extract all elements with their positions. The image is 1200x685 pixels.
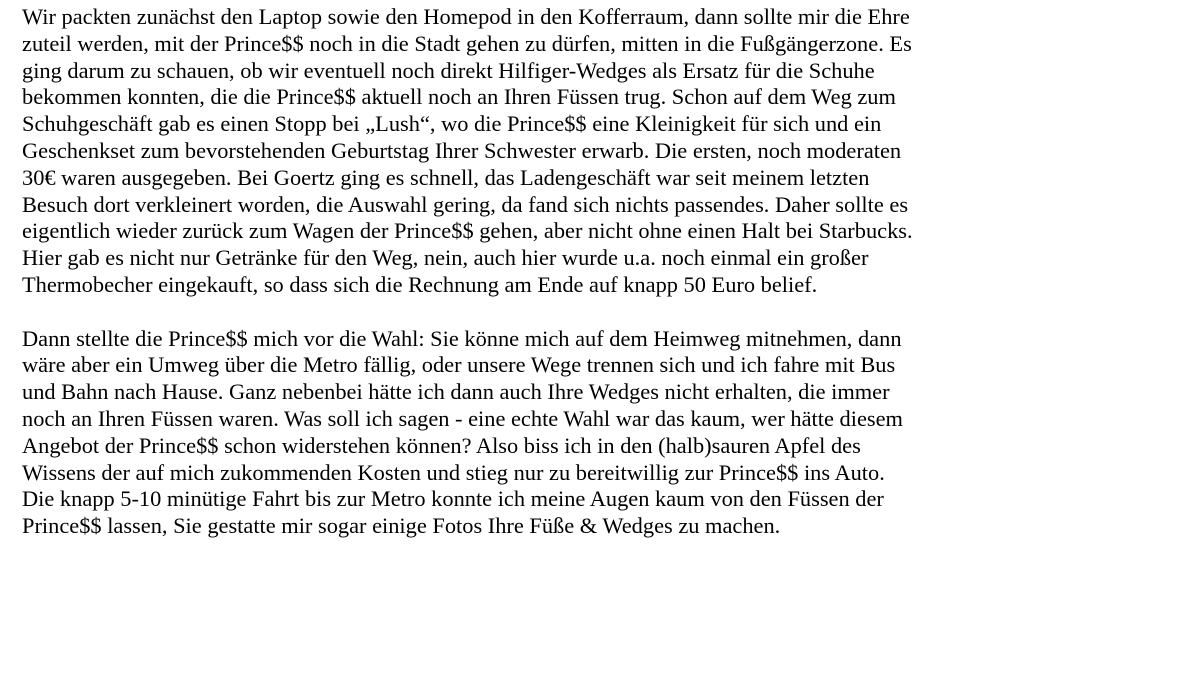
- text-line: zuteil werden, mit der Prince$$ noch in die Stadt gehen zu dürfen, mitten in die Fußgängerzone. Es: [22, 30, 912, 56]
- text-line: Prince$$ lassen, Sie gestatte mir sogar einige Fotos Ihre Füße & Wedges zu machen.: [22, 513, 781, 539]
- text-line: eigentlich wieder zurück zum Wagen der Prince$$ gehen, aber nicht ohne einen Halt bei Starbucks.: [22, 218, 913, 244]
- paragraph-2: [22, 326, 1182, 540]
- text-line: wäre aber ein Umweg über die Metro fällig, oder unsere Wege trennen sich und ich fahre mit Bus: [22, 352, 896, 378]
- text-line: Wissens der auf mich zukommenden Kosten und stieg nur zu bereitwillig zur Prince$$ ins Auto.: [22, 459, 885, 485]
- text-line: Geschenkset zum bevorstehenden Geburtstag Ihrer Schwester erwarb. Die ersten, noch moderaten: [22, 137, 902, 163]
- text-line: Dann stellte die Prince$$ mich vor die Wahl: Sie könne mich auf dem Heimweg mitnehmen, dann: [22, 325, 902, 351]
- text-line: ging darum zu schauen, ob wir eventuell noch direkt Hilfiger-Wedges als Ersatz für die Schuhe: [22, 57, 875, 83]
- text-line: Die knapp 5-10 minütige Fahrt bis zur Metro konnte ich meine Augen kaum von den Füssen der: [22, 486, 884, 512]
- text-line: noch an Ihren Füssen waren. Was soll ich sagen - eine echte Wahl war das kaum, wer hätte diesem: [22, 405, 903, 431]
- text-line: Angebot der Prince$$ schon widerstehen können? Also biss ich in den (halb)sauren Apfel des: [22, 432, 861, 458]
- text-line: bekommen konnten, die die Prince$$ aktuell noch an Ihren Füssen trug. Schon auf dem Weg zum: [22, 84, 896, 110]
- text-line: Thermobecher eingekauft, so dass sich die Rechnung am Ende auf knapp 50 Euro belief.: [22, 271, 818, 297]
- text-line: Wir packten zunächst den Laptop sowie den Homepod in den Kofferraum, dann sollte mir die Ehre: [22, 4, 910, 29]
- text-line: 30€ waren ausgegeben. Bei Goertz ging es schnell, das Ladengeschäft war seit meinem letzten: [22, 164, 870, 190]
- text-line: Besuch dort verkleinert worden, die Auswahl gering, da fand sich nichts passendes. Daher sollte es: [22, 191, 909, 217]
- text-line: und Bahn nach Hause. Ganz nebenbei hätte ich dann auch Ihre Wedges nicht erhalten, die immer: [22, 379, 890, 405]
- text-line: Hier gab es nicht nur Getränke für den Weg, nein, auch hier wurde u.a. noch einmal ein großer: [22, 245, 869, 271]
- document-body: [22, 4, 1182, 540]
- paragraph-1: [22, 4, 1182, 299]
- text-line: Schuhgeschäft gab es einen Stopp bei „Lush“, wo die Prince$$ eine Kleinigkeit für sich und ein: [22, 111, 882, 137]
- paragraph-gap: [22, 299, 1182, 326]
